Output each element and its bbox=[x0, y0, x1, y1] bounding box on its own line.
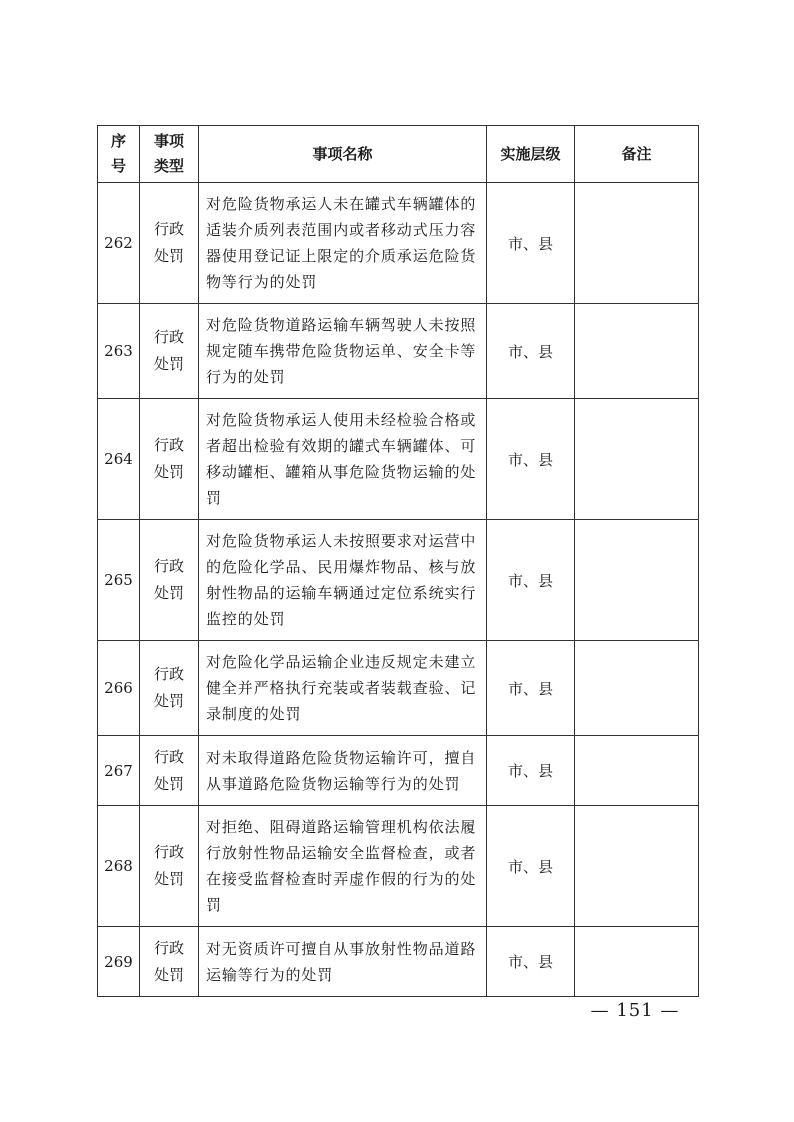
row-name: 对拒绝、阻碍道路运输管理机构依法履行放射性物品运输安全监督检查，或者在接受监督检查时弄虚作假的行为的处罚 bbox=[199, 806, 487, 927]
row-type: 行政 处罚 bbox=[140, 927, 199, 997]
row-type: 行政 处罚 bbox=[140, 520, 199, 641]
row-name: 对危险化学品运输企业违反规定未建立健全并严格执行充装或者装载查验、记录制度的处罚 bbox=[199, 641, 487, 736]
row-number: 262 bbox=[98, 183, 140, 304]
row-number: 268 bbox=[98, 806, 140, 927]
row-level: 市、县 bbox=[487, 399, 575, 520]
row-number: 265 bbox=[98, 520, 140, 641]
row-name: 对危险货物承运人未按照要求对运营中的危险化学品、民用爆炸物品、核与放射性物品的运输车辆通过定位系统实行监控的处罚 bbox=[199, 520, 487, 641]
row-note bbox=[575, 736, 699, 806]
row-number: 267 bbox=[98, 736, 140, 806]
row-note bbox=[575, 927, 699, 997]
row-level: 市、县 bbox=[487, 806, 575, 927]
table-row bbox=[98, 736, 699, 806]
table-row bbox=[98, 520, 699, 641]
table-row bbox=[98, 641, 699, 736]
row-level: 市、县 bbox=[487, 304, 575, 399]
row-number: 266 bbox=[98, 641, 140, 736]
row-number: 264 bbox=[98, 399, 140, 520]
row-note bbox=[575, 399, 699, 520]
row-note bbox=[575, 304, 699, 399]
header-type: 事项 类型 bbox=[140, 126, 199, 183]
row-type: 行政 处罚 bbox=[140, 806, 199, 927]
row-level: 市、县 bbox=[487, 183, 575, 304]
row-level: 市、县 bbox=[487, 736, 575, 806]
header-level: 实施层级 bbox=[487, 126, 575, 183]
items-table bbox=[97, 125, 699, 997]
table-row bbox=[98, 304, 699, 399]
row-name: 对无资质许可擅自从事放射性物品道路运输等行为的处罚 bbox=[199, 927, 487, 997]
row-name: 对未取得道路危险货物运输许可，擅自从事道路危险货物运输等行为的处罚 bbox=[199, 736, 487, 806]
row-number: 263 bbox=[98, 304, 140, 399]
row-name: 对危险货物承运人未在罐式车辆罐体的适装介质列表范围内或者移动式压力容器使用登记证上限定的介质承运危险货物等行为的处罚 bbox=[199, 183, 487, 304]
row-note bbox=[575, 183, 699, 304]
row-level: 市、县 bbox=[487, 641, 575, 736]
table-row bbox=[98, 927, 699, 997]
header-note: 备注 bbox=[575, 126, 699, 183]
header-name: 事项名称 bbox=[199, 126, 487, 183]
row-type: 行政 处罚 bbox=[140, 304, 199, 399]
row-type: 行政 处罚 bbox=[140, 641, 199, 736]
row-note bbox=[575, 806, 699, 927]
table-row bbox=[98, 399, 699, 520]
table-header-row bbox=[98, 126, 699, 183]
row-name: 对危险货物道路运输车辆驾驶人未按照规定随车携带危险货物运单、安全卡等行为的处罚 bbox=[199, 304, 487, 399]
page-number: — 151 — bbox=[590, 1000, 680, 1021]
row-type: 行政 处罚 bbox=[140, 183, 199, 304]
row-level: 市、县 bbox=[487, 520, 575, 641]
row-type: 行政 处罚 bbox=[140, 399, 199, 520]
row-name: 对危险货物承运人使用未经检验合格或者超出检验有效期的罐式车辆罐体、可移动罐柜、罐箱从事危险货物运输的处罚 bbox=[199, 399, 487, 520]
table-row bbox=[98, 806, 699, 927]
row-note bbox=[575, 520, 699, 641]
table-row bbox=[98, 183, 699, 304]
row-type: 行政 处罚 bbox=[140, 736, 199, 806]
row-number: 269 bbox=[98, 927, 140, 997]
row-note bbox=[575, 641, 699, 736]
header-no: 序 号 bbox=[98, 126, 140, 183]
row-level: 市、县 bbox=[487, 927, 575, 997]
